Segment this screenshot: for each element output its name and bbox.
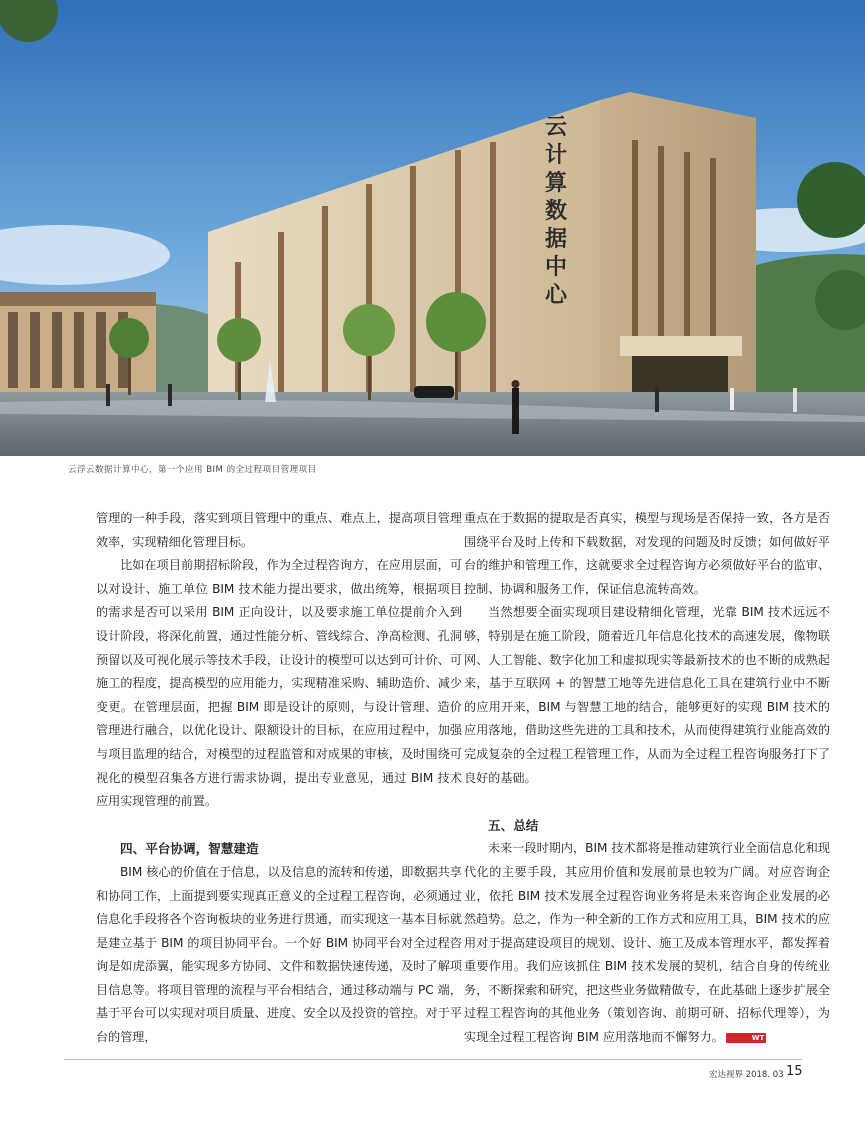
left-column bbox=[96, 507, 462, 1050]
paragraph-text: 比如在项目前期招标阶段，作为全过程咨询方，在应用层面，可以对设计、施工单位 BIM 技术能力提出要求，做出统筹，根据项目的需求是否可以采用 BIM 正向设计，以及要求施工单位提前介入到设计阶段，将深化前置，通过性能分析、管线综合、净高检测、孔洞预留以及可视化展示等技术手段，让设计的模型可以达到可计价、可施工的程度，提高模型的应用能力，实现精准采购、辅助造价、减少变更。在管理层面，把握 BIM 即是设计的原则，与设计管理、造价管理进行融合，以优化设计、限额设计的目标，在应用过程中，加强与项目监理的结合，对模型的过程监管和对成果的审核，及时围绕可视化的模型召集各方进行需求协调，提出专业意见，通过 BIM 技术应用实现管理的前置。 bbox=[96, 558, 462, 809]
paragraph-text: 管理的一种手段，落实到项目管理中的重点、难点上，提高项目管理效率，实现精细化管理目标。 bbox=[96, 511, 462, 549]
sign-char: 算 bbox=[544, 171, 568, 196]
footer-divider bbox=[64, 1059, 802, 1060]
page-number: 15 bbox=[786, 1064, 803, 1079]
sign-char: 数 bbox=[544, 199, 568, 224]
body-paragraph bbox=[464, 507, 830, 601]
footer-magazine: 宏达视界 2018. 03 bbox=[709, 1070, 784, 1080]
sign-char: 心 bbox=[544, 283, 568, 308]
body-paragraph bbox=[464, 837, 830, 1049]
section-heading: 五、总结 bbox=[488, 817, 539, 833]
paragraph-text: 重点在于数据的提取是否真实，模型与现场是否保持一致，各方是否围绕平台及时上传和下载数据，对发现的问题及时反馈；如何做好平台的维护和管理工作，这就要求全过程咨询方必须做好平台的监审、控制、协调和服务工作，保证信息流转高效。 bbox=[464, 511, 830, 596]
body-paragraph bbox=[96, 554, 462, 814]
paragraph-text: 未来一段时期内，BIM 技术都将是推动建筑行业全面信息化和现代化的主要手段，其应用价值和发展前景也较为广阔。对应咨询企业，依托 BIM 技术发展全过程咨询业务将是未来咨询企业发展的必然趋势。总之，作为一种全新的工作方式和应用工具，BIM 技术的应用对于提高建设项目的规划、设计、施工及成本管理水平，都发挥着重要作用。我们应该抓住 BIM 技术发展的契机，结合自身的传统业务，不断探索和研究，把这些业务做精做专，在此基础上逐步扩展全过程工程咨询的其他业务（策划咨询、前期可研、招标代理等），为实现全过程工程咨询 BIM 应用落地而不懈努力。 bbox=[464, 841, 830, 1045]
paragraph-gap bbox=[96, 814, 462, 838]
photo-caption: 云浮云数据计算中心，第一个应用 BIM 的全过程项目管理项目 bbox=[68, 465, 317, 475]
body-paragraph bbox=[96, 507, 462, 554]
hero-photo bbox=[0, 0, 865, 456]
body-paragraph bbox=[464, 601, 830, 790]
car bbox=[414, 386, 454, 398]
paragraph-text: BIM 核心的价值在于信息，以及信息的流转和传递，即数据共享和协同工作，上面提到要实现真正意义的全过程工程咨询，必须通过信息化手段将各个咨询板块的业务进行贯通，而实现这一基本目标就是建立基于 BIM 的项目协同平台。一个好 BIM 协同平台对全过程咨询是如虎添翼，能实现多方协同、文件和数据快速传递，及时了解项目信息等。将项目管理的流程与平台相结合，通过移动端与 PC 端，基于平台可以实现对项目质量、进度、安全以及投资的管控。对于平台的管理， bbox=[96, 864, 462, 1045]
section-heading: 四、平台协调，智慧建造 bbox=[120, 841, 259, 857]
end-mark-icon: WT bbox=[726, 1033, 767, 1043]
sign-char: 云 bbox=[544, 115, 568, 140]
body-paragraph bbox=[96, 861, 462, 1050]
sign-char: 据 bbox=[544, 227, 568, 252]
right-column bbox=[464, 507, 830, 1050]
building-sign bbox=[545, 115, 568, 308]
sign-char: 中 bbox=[544, 255, 568, 280]
paragraph-gap bbox=[464, 790, 830, 814]
paragraph-text: 当然想要全面实现项目建设精细化管理，光靠 BIM 技术远远不够，特别是在施工阶段，随着近几年信息化技术的高速发展，像物联网、人工智能、数字化加工和虚拟现实等最新技术的也不断的成熟起来，基于互联网 + 的智慧工地等先进信息化工具在建筑行业中不断的应用开来，BIM 与智慧工地的结合，能够更好的实现 BIM 技术的应用落地，借助这些先进的工具和技术，从而使得建筑行业能高效的完成复杂的全过程工程管理工作，从而为全过程工程咨询服务打下了良好的基础。 bbox=[464, 605, 830, 785]
sign-char: 计 bbox=[544, 143, 568, 168]
